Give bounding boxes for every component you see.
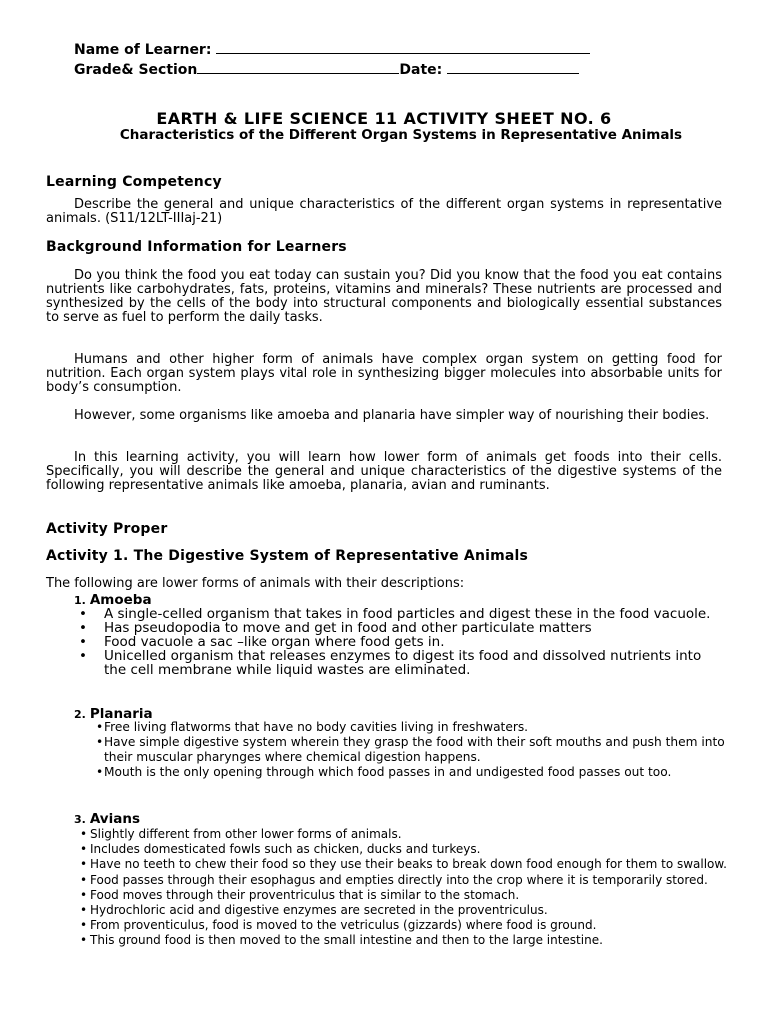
amoeba-bullet-list	[79, 607, 719, 677]
list-item: • Food passes through their esophagus and empties directly into the crop where it is temporarily stored.	[80, 872, 708, 887]
list-item: • Food vacuole a sac –like organ where food gets in.	[79, 634, 445, 650]
list-item: • Food moves through their proventriculus that is similar to the stomach.	[80, 887, 520, 902]
activity-proper-heading: Activity Proper	[46, 521, 168, 537]
list-item: • Hydrochloric acid and digestive enzymes are secreted in the proventriculus.	[80, 903, 548, 918]
name-of-learner-line	[74, 42, 590, 58]
list-item: • Includes domesticated fowls such as chicken, ducks and turkeys.	[80, 842, 481, 857]
background-paragraph-1: Do you think the food you eat today can sustain you? Did you know that the food you eat contains nutrients like carbohydrates, fats, proteins, vitamins and minerals? These nutrients are processed and synthesized by the cells of the body into structural components and biologically essential substances to serve as fuel to perform the daily tasks.	[46, 268, 722, 325]
grade-section-line	[74, 62, 579, 78]
section-planaria-title: 2. Planaria	[74, 706, 153, 722]
list-item: • Free living flatworms that have no body cavities living in freshwaters.	[96, 720, 529, 734]
list-item: • A single-celled organism that takes in food particles and digest these in the food vacuole.	[79, 606, 711, 622]
learning-competency-heading: Learning Competency	[46, 174, 222, 190]
list-item: • From proventiculus, food is moved to the vetriculus (gizzards) where food is ground.	[80, 918, 597, 933]
list-item: • Slightly different from other lower forms of animals.	[80, 827, 402, 841]
list-item: • Unicelled organism that releases enzymes to digest its food and dissolved nutrients into the cell membrane while liquid wastes are eliminated.	[79, 648, 702, 678]
background-paragraph-2: Humans and other higher form of animals have complex organ system on getting food for nutrition. Each organ system plays vital role in synthesizing bigger molecules into absorbable units for body’s consumption.	[46, 352, 722, 395]
avians-bullet-list	[80, 827, 730, 949]
grade-section-blank[interactable]	[197, 62, 399, 74]
list-item: • Have no teeth to chew their food so they use their beaks to break down food enough for them to swallow.	[80, 857, 727, 872]
list-item: • This ground food is then moved to the small intestine and then to the large intestine.	[80, 933, 603, 948]
background-paragraph-3: However, some organisms like amoeba and planaria have simpler way of nourishing their bodies.	[74, 408, 710, 423]
section-avians-title: 3. Avians	[74, 811, 140, 827]
name-of-learner-label: Name of Learner:	[74, 42, 212, 58]
name-blank[interactable]	[216, 42, 590, 54]
background-heading: Background Information for Learners	[46, 239, 347, 255]
date-blank[interactable]	[447, 62, 579, 74]
learning-competency-text: Describe the general and unique characteristics of the different organ systems in representative animals. (S11/12LT-IIIaj-21)	[46, 197, 722, 226]
planaria-bullet-list	[96, 720, 726, 780]
list-item: • Have simple digestive system wherein they grasp the food with their soft mouths and push them into their muscular pharynges where chemical digestion happens.	[96, 735, 725, 764]
grade-section-label: Grade& Section	[74, 62, 198, 78]
activity-intro: The following are lower forms of animals with their descriptions:	[46, 576, 465, 591]
list-item: • Mouth is the only opening through which food passes in and undigested food passes out too.	[96, 765, 672, 779]
section-amoeba-title: 1. Amoeba	[74, 592, 152, 608]
date-label: Date:	[399, 62, 443, 78]
background-paragraph-4: In this learning activity, you will learn how lower form of animals get foods into their cells. Specifically, you will describe the general and unique characteristics of the digestive systems of the following representative animals like amoeba, planaria, avian and ruminants.	[46, 450, 722, 493]
activity-1-heading: Activity 1. The Digestive System of Representative Animals	[46, 548, 529, 564]
list-item: • Has pseudopodia to move and get in food and other particulate matters	[79, 620, 592, 636]
sheet-subtitle: Characteristics of the Different Organ Systems in Representative Animals	[119, 127, 683, 143]
sheet-title: EARTH & LIFE SCIENCE 11 ACTIVITY SHEET NO. 6	[156, 109, 612, 128]
